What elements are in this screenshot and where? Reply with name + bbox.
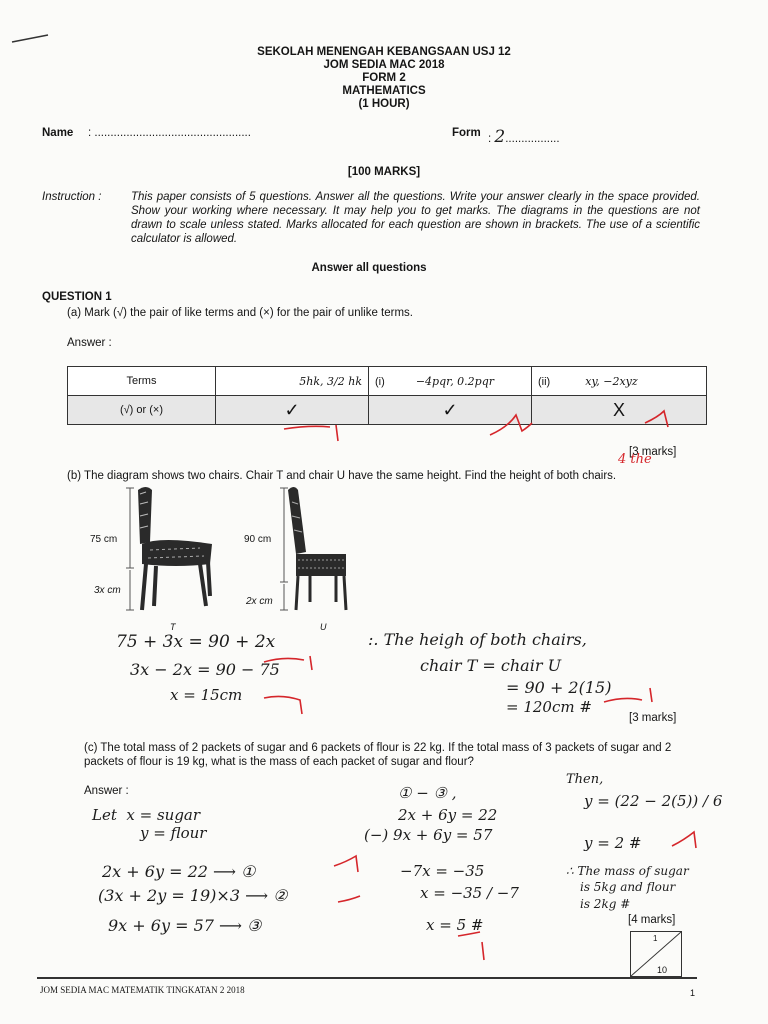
term-pair-2-value: xy, −2xyz xyxy=(585,374,638,388)
answer-all-heading: Answer all questions xyxy=(311,262,427,274)
question-1-title: QUESTION 1 xyxy=(42,291,112,303)
work-b-line-1: 75 + 3x = 90 + 2x xyxy=(116,632,276,652)
instruction-label: Instruction : xyxy=(42,191,102,203)
red-mark-c-y xyxy=(670,826,710,856)
work-b-right-1: :. The heigh of both chairs, xyxy=(368,630,587,649)
term-pair-1-index: (i) xyxy=(375,375,385,388)
elim-line-4: x = −35 / −7 xyxy=(420,884,519,902)
q1b-marks: [3 marks] xyxy=(629,712,677,724)
chair-t-image xyxy=(90,482,230,622)
q1a-text: (a) Mark (√) the pair of like terms and (×) for the pair of unlike terms. xyxy=(67,307,413,319)
form-title: FORM 2 xyxy=(362,72,406,84)
work-b-right-3: = 90 + 2(15) xyxy=(506,678,612,697)
chair-u-top-dim: 90 cm xyxy=(244,534,272,545)
elim-line-2: (−) 9x + 6y = 57 xyxy=(364,826,493,844)
then-line-1: y = (22 − 2(5)) / 6 xyxy=(584,792,723,810)
equation-1: 2x + 6y = 22 ⟶ ① xyxy=(102,862,256,881)
q1c-text: (c) The total mass of 2 packets of sugar and 6 packets of flour is 22 kg. If the total mass of 3 packets of sugar and 2 packets of flour is 19 kg, what is the mass of each packet of sugar and flour? xyxy=(84,742,672,768)
terms-header: Terms xyxy=(68,367,216,396)
chair-u-label: U xyxy=(320,622,327,632)
term-pair-2 xyxy=(532,367,707,396)
term-pair-2-index: (ii) xyxy=(538,375,551,388)
answer-cell-1[interactable]: ✓ xyxy=(369,396,532,425)
work-b-right-4: = 120cm # xyxy=(506,698,592,716)
term-pair-1 xyxy=(369,367,532,396)
work-b-right-2: chair T = chair U xyxy=(420,656,562,675)
form-value: 2 xyxy=(494,127,506,147)
q1a-marks: [3 marks] xyxy=(629,446,677,458)
answer-cell-0[interactable]: ✓ xyxy=(216,396,369,425)
footer-text: JOM SEDIA MAC MATEMATIK TINGKATAN 2 2018 xyxy=(40,985,245,995)
q1b-text: (b) The diagram shows two chairs. Chair T and chair U have the same height. Find the height of both chairs. xyxy=(67,470,617,482)
conclusion-line-3: is 2kg # xyxy=(580,897,631,911)
equation-2: (3x + 2y = 19)×3 ⟶ ② xyxy=(98,886,288,905)
term-pair-0: 5hk, 3/2 hk xyxy=(216,367,369,396)
name-field[interactable]: : ................................................. xyxy=(88,127,251,139)
elim-title: ① − ③ , xyxy=(398,784,457,802)
exam-title: JOM SEDIA MAC 2018 xyxy=(323,59,445,71)
elim-line-5: x = 5 # xyxy=(426,916,484,934)
form-label: Form xyxy=(452,127,481,139)
duration: (1 HOUR) xyxy=(358,98,410,110)
instruction-text: This paper consists of 5 questions. Answer all the questions. Write your answer clearly in the space provided. Show your working where necessary. It may help you to get marks. The diagrams in the questions are not drawn to scale unless stated. Marks allocated for each question are shown in brackets. The use of a scientific calculator is allowed. xyxy=(131,191,700,245)
equation-3: 9x + 6y = 57 ⟶ ③ xyxy=(108,916,262,935)
form-field[interactable] xyxy=(488,127,560,147)
let-line-1: Let x = sugar xyxy=(92,806,201,824)
footer-rule xyxy=(37,977,697,979)
elim-line-3: −7x = −35 xyxy=(400,862,485,880)
score-awarded: 1 xyxy=(653,934,658,943)
page-number: 1 xyxy=(690,988,696,998)
red-mark-b-left xyxy=(260,642,340,722)
terms-row xyxy=(68,367,707,396)
total-marks: [100 MARKS] xyxy=(347,166,421,178)
answer-header: (√) or (×) xyxy=(68,396,216,425)
red-mark-ticks xyxy=(270,405,690,450)
q1b-insert: 4 the xyxy=(618,452,652,467)
work-b-line-3: x = 15cm xyxy=(170,686,243,704)
conclusion-line-1: ∴ The mass of sugar xyxy=(566,864,689,878)
chair-t-bottom-dim: 3x cm xyxy=(94,585,121,596)
chair-t-label: T xyxy=(170,622,176,632)
term-pair-1-value: −4pqr, 0.2pqr xyxy=(415,374,495,388)
conclusion-line-2: is 5kg and flour xyxy=(580,880,676,894)
score-box xyxy=(630,931,682,977)
work-b-line-2: 3x − 2x = 90 − 75 xyxy=(130,660,280,679)
pen-mark xyxy=(10,32,50,46)
then-label: Then, xyxy=(566,772,604,787)
q1c-marks: [4 marks] xyxy=(628,914,676,926)
answer-cell-2[interactable]: X xyxy=(532,396,707,425)
name-label: Name xyxy=(42,127,74,139)
school-name: SEKOLAH MENENGAH KEBANGSAAN USJ 12 xyxy=(257,46,511,58)
chair-u-bottom-dim: 2x cm xyxy=(246,596,273,607)
q1c-answer-label: Answer : xyxy=(84,785,129,797)
then-line-2: y = 2 # xyxy=(584,834,642,852)
q1a-answer-label: Answer : xyxy=(67,337,112,349)
red-mark-c-x xyxy=(456,926,496,966)
subject-title: MATHEMATICS xyxy=(342,85,426,97)
let-line-2: y = flour xyxy=(140,824,207,842)
score-max: 10 xyxy=(657,965,668,975)
form-prefix: : xyxy=(488,133,492,145)
chair-t-top-dim: 75 cm xyxy=(90,534,118,545)
elim-line-1: 2x + 6y = 22 xyxy=(398,806,498,824)
red-mark-c-equations xyxy=(330,852,370,912)
form-dots: ................. xyxy=(505,133,560,145)
